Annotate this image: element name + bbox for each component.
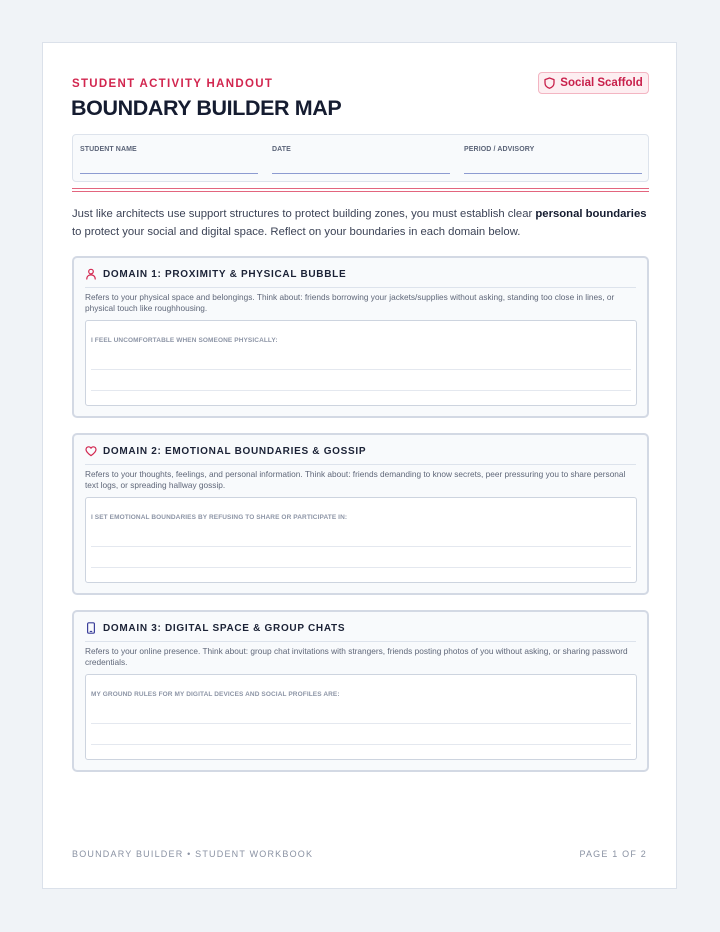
domain-card-digital bbox=[72, 610, 649, 772]
date-field[interactable] bbox=[272, 146, 450, 153]
domain-description: Refers to your physical space and belongings. Think about: friends borrowing your jackets/supplies without asking, standing too close in lines, or physical touch like roughhousing. bbox=[85, 292, 615, 313]
domain-divider bbox=[85, 464, 636, 465]
period-advisory-line bbox=[464, 173, 642, 174]
domain-heading bbox=[85, 268, 346, 280]
handout-kicker: STUDENT ACTIVITY HANDOUT bbox=[72, 78, 274, 90]
domain-divider bbox=[85, 641, 636, 642]
response-prompt: MY GROUND RULES FOR MY DIGITAL DEVICES AND SOCIAL PROFILES ARE: bbox=[91, 691, 340, 698]
writing-line bbox=[91, 390, 631, 391]
writing-line bbox=[91, 744, 631, 745]
domain-title: DOMAIN 2: EMOTIONAL BOUNDARIES & GOSSIP bbox=[103, 445, 367, 457]
domain-description: Refers to your online presence. Think about: group chat invitations with strangers, friends posting photos of you without asking, or sharing password credentials. bbox=[85, 646, 628, 667]
writing-line bbox=[91, 567, 631, 568]
student-name-field[interactable] bbox=[80, 146, 258, 153]
domain-description: Refers to your thoughts, feelings, and personal information. Think about: friends demanding to know secrets, peer pressuring you to share personal text logs, or spreading hallway gossip. bbox=[85, 469, 626, 490]
social-scaffold-badge bbox=[538, 72, 649, 94]
domain-divider bbox=[85, 287, 636, 288]
phone-icon bbox=[85, 622, 97, 634]
student-name-line bbox=[80, 173, 258, 174]
writing-line bbox=[91, 723, 631, 724]
writing-line bbox=[91, 369, 631, 370]
person-icon bbox=[85, 268, 97, 280]
domain-card-emotional bbox=[72, 433, 649, 595]
period-advisory-field[interactable] bbox=[464, 146, 642, 153]
domain-card-proximity bbox=[72, 256, 649, 418]
handout-page bbox=[42, 42, 677, 889]
header-divider bbox=[72, 188, 649, 192]
student-info-box bbox=[72, 134, 649, 182]
intro-emphasis: personal boundaries bbox=[535, 208, 647, 220]
intro-text-end: to protect your social and digital space. Reflect on your boundaries in each domain below. bbox=[72, 225, 521, 238]
response-area[interactable] bbox=[85, 497, 637, 583]
badge-label: Social Scaffold bbox=[560, 77, 643, 89]
date-line bbox=[272, 173, 450, 174]
date-label: DATE bbox=[272, 146, 291, 153]
domain-heading bbox=[85, 622, 345, 634]
response-area[interactable] bbox=[85, 674, 637, 760]
domain-heading bbox=[85, 445, 366, 457]
domain-title: DOMAIN 1: PROXIMITY & PHYSICAL BUBBLE bbox=[103, 268, 347, 280]
intro-text-start: Just like architects use support structures to protect building zones, you must establish clear bbox=[72, 208, 536, 220]
domain-title: DOMAIN 3: DIGITAL SPACE & GROUP CHATS bbox=[103, 622, 346, 634]
response-prompt: I FEEL UNCOMFORTABLE WHEN SOMEONE PHYSICALLY: bbox=[91, 337, 278, 344]
writing-line bbox=[91, 546, 631, 547]
response-area[interactable] bbox=[85, 320, 637, 406]
intro-paragraph bbox=[72, 206, 652, 241]
student-name-label: STUDENT NAME bbox=[80, 146, 137, 153]
footer-page-number: PAGE 1 OF 2 bbox=[579, 849, 647, 859]
heart-icon bbox=[85, 445, 97, 457]
response-prompt: I SET EMOTIONAL BOUNDARIES BY REFUSING TO SHARE OR PARTICIPATE IN: bbox=[91, 514, 348, 521]
shield-icon bbox=[544, 77, 555, 89]
footer-workbook-label: BOUNDARY BUILDER • STUDENT WORKBOOK bbox=[72, 849, 314, 859]
page-title: BOUNDARY BUILDER MAP bbox=[71, 96, 342, 120]
period-advisory-label: PERIOD / ADVISORY bbox=[464, 146, 535, 153]
